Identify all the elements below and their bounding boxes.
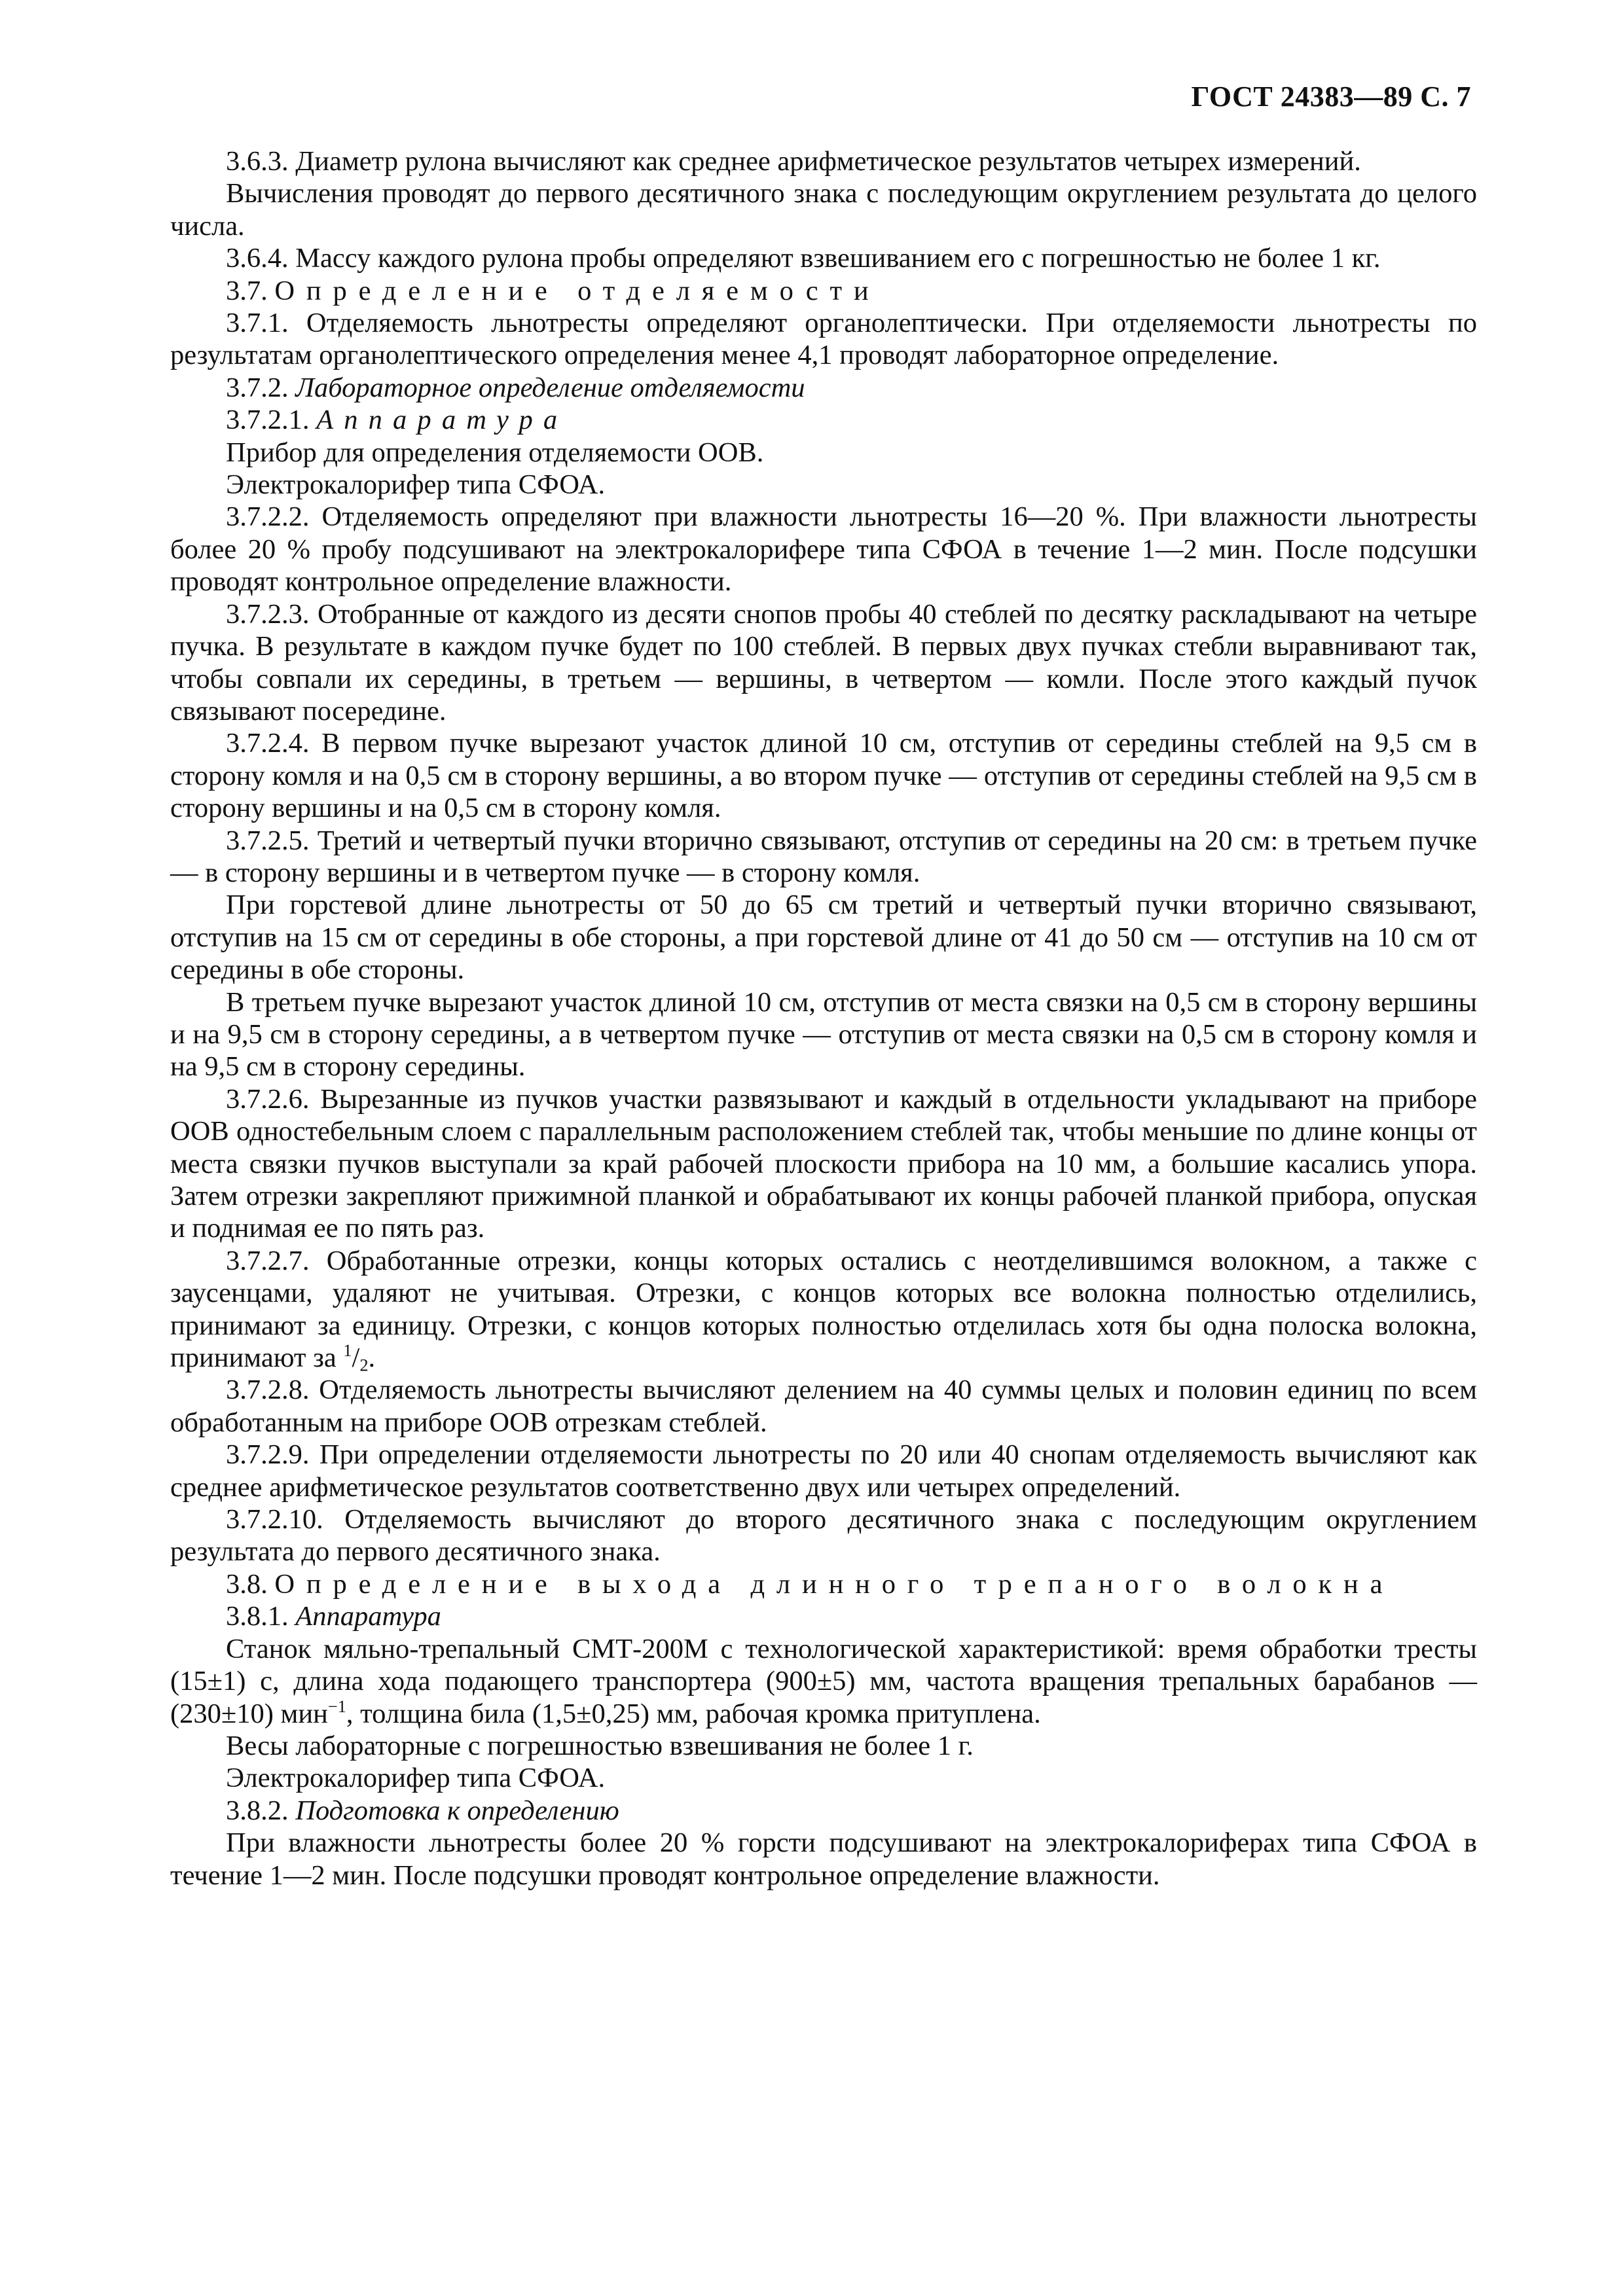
- equipment-heater: Электрокалорифер типа СФОА.: [226, 469, 606, 501]
- paragraph-3-7-2-9: 3.7.2.9. При определении отделяемости льнотресты по 20 или 40 снопам отделяемость вычисляют как среднее арифметическое результатов соответственно двух или четырех определений.: [170, 1439, 1477, 1503]
- equipment-heater-2: Электрокалорифер типа СФОА.: [226, 1763, 606, 1794]
- paragraph-3-7-2-10: 3.7.2.10. Отделяемость вычисляют до второго десятичного знака с последующим округлением результата до первого десятичного знака.: [170, 1504, 1477, 1568]
- machine-text: Станок мяльно-трепальный СМТ-200М с технологической характеристикой: время обработки тресты (15±1) с, длина хода подающего транспортера (900±5) мм, частота вращения трепальных барабанов — (230±10) мин: [170, 1633, 1477, 1729]
- machine-description: [170, 1633, 1477, 1730]
- paragraph-drying: При влажности льнотресты более 20 % горсти подсушивают на электрокалориферах типа СФОА в течение 1—2 мин. После подсушки проводят контрольное определение влажности.: [170, 1827, 1477, 1891]
- paragraph-rounding: Вычисления проводят до первого десятичного знака с последующим округлением результата до целого числа.: [170, 178, 1477, 242]
- paragraph-end: .: [368, 1342, 376, 1374]
- section-number: 3.7.: [226, 275, 268, 306]
- page-header: ГОСТ 24383—89 С. 7: [1191, 81, 1471, 113]
- machine-text-end: , толщина била (1,5±0,25) мм, рабочая кромка притуплена.: [346, 1698, 1041, 1729]
- section-title: Подготовка к определению: [295, 1795, 619, 1826]
- section-number: 3.8.1.: [226, 1601, 289, 1632]
- section-number: 3.8.2.: [226, 1795, 289, 1826]
- section-3-8-2-heading: [170, 1795, 1477, 1827]
- unit-exponent: −1: [327, 1696, 346, 1716]
- section-title: Аппаратура: [316, 404, 568, 436]
- paragraph-3-7-2-8: 3.7.2.8. Отделяемость льнотресты вычисляют делением на 40 суммы целых и половин единиц по всем обработанным на приборе ООВ отрезкам стеблей.: [170, 1374, 1477, 1438]
- paragraph-stem-length: При горстевой длине льнотресты от 50 до 65 см третий и четвертый пучки вторично связывают, отступив на 15 см от середины в обе стороны, а при горстевой длине от 41 до 50 см — отступив на 10 см от середины в обе стороны.: [170, 889, 1477, 986]
- paragraph-3-7-2-5: 3.7.2.5. Третий и четвертый пучки вторично связывают, отступив от середины на 20 см: в третьем пучке — в сторону вершины и в четвертом пучке — в сторону комля.: [170, 825, 1477, 888]
- document-body: [170, 145, 1477, 1892]
- section-3-7-2-heading: [170, 372, 1477, 404]
- section-3-7-heading: [170, 275, 1477, 307]
- section-number: 3.7.2.: [226, 372, 289, 403]
- paragraph-3-7-1: 3.7.1. Отделяемость льнотресты определяют органолептически. При отделяемости льнотресты по результатам органолептического определения менее 4,1 проводят лабораторное определение.: [170, 308, 1477, 371]
- paragraph-3-7-2-4: 3.7.2.4. В первом пучке вырезают участок длиной 10 см, отступив от середины стеблей на 9,5 см в сторону комля и на 0,5 см в сторону вершины, а во втором пучке — отступив от середины стеблей на 9,5 см в сторону вершины и на 0,5 см в сторону комля.: [170, 728, 1477, 824]
- paragraph-3-6-4: 3.6.4. Массу каждого рулона пробы определяют взвешиванием его с погрешностью не более 1 кг.: [226, 243, 1381, 274]
- section-title: Аппаратура: [295, 1601, 441, 1632]
- equipment-scales: Весы лабораторные с погрешностью взвешивания не более 1 г.: [226, 1730, 974, 1761]
- equipment-device: Прибор для определения отделяемости ООВ.: [226, 437, 764, 468]
- paragraph-3-6-3: 3.6.3. Диаметр рулона вычисляют как среднее арифметическое результатов четырех измерений.: [226, 146, 1361, 177]
- section-title: Лабораторное определение отделяемости: [295, 372, 805, 403]
- paragraph-third-bundle: В третьем пучке вырезают участок длиной 10 см, отступив от места связки на 0,5 см в сторону вершины и на 9,5 см в сторону середины, а в четвертом пучке — отступив от места связки на 0,5 см в сторону комля и на 9,5 см в сторону середины.: [170, 986, 1477, 1083]
- paragraph-3-7-2-7: 3.7.2.7. Обработанные отрезки, концы которых остались с неотделившимся волокном, а также с заусенцами, удаляют не учитывая. Отрезки, с концов которых все волокна полностью отделились, принимают за единицу. Отрезки, с концов которых полностью отделилась хотя бы одна полоска волокна, принимают за $^1/_2$.: [170, 1245, 1477, 1375]
- section-3-8-1-heading: [170, 1600, 1477, 1632]
- section-title: Определение отделяемости: [274, 275, 881, 306]
- paragraph-3-7-2-2: 3.7.2.2. Отделяемость определяют при влажности льнотресты 16—20 %. При влажности льнотресты более 20 % пробу подсушивают на электрокалорифере типа СФОА в течение 1—2 мин. После подсушки проводят контрольное определение влажности.: [170, 501, 1477, 598]
- section-number: 3.7.2.1.: [226, 404, 310, 436]
- paragraph-3-7-2-3: 3.7.2.3. Отобранные от каждого из десяти снопов пробы 40 стеблей по десятку раскладывают на четыре пучка. В результате в каждом пучке будет по 100 стеблей. В первых двух пучках стебли выравнивают так, чтобы совпали их середины, в третьем — вершины, в четвертом — комли. После этого каждый пучок связывают посередине.: [170, 598, 1477, 726]
- fraction-numerator: 1: [343, 1341, 352, 1361]
- fraction-denominator: 2: [359, 1355, 369, 1375]
- section-3-8-heading: [170, 1568, 1477, 1600]
- paragraph-text: 3.7.2.7. Обработанные отрезки, концы которых остались с неотделившимся волокном, а также с заусенцами, удаляют не учитывая. Отрезки, с концов которых все волокна полностью отделились, принимают за единицу. Отрезки, с концов которых полностью отделилась хотя бы одна полоска волокна, принимают за: [170, 1245, 1477, 1374]
- section-title: Определение выхода длинного трепаного волокна: [274, 1568, 1395, 1600]
- section-number: 3.8.: [226, 1568, 268, 1600]
- paragraph-3-7-2-6: 3.7.2.6. Вырезанные из пучков участки развязывают и каждый в отдельности укладывают на приборе ООВ одностебельным слоем с параллельным расположением стеблей так, чтобы меньшие по длине концы от места связки пучков выступали за край рабочей плоскости прибора на 10 мм, а большие касались упора. Затем отрезки закрепляют прижимной планкой и обрабатывают их концы рабочей планкой прибора, опуская и поднимая ее по пять раз.: [170, 1083, 1477, 1244]
- section-3-7-2-1-heading: [170, 404, 1477, 436]
